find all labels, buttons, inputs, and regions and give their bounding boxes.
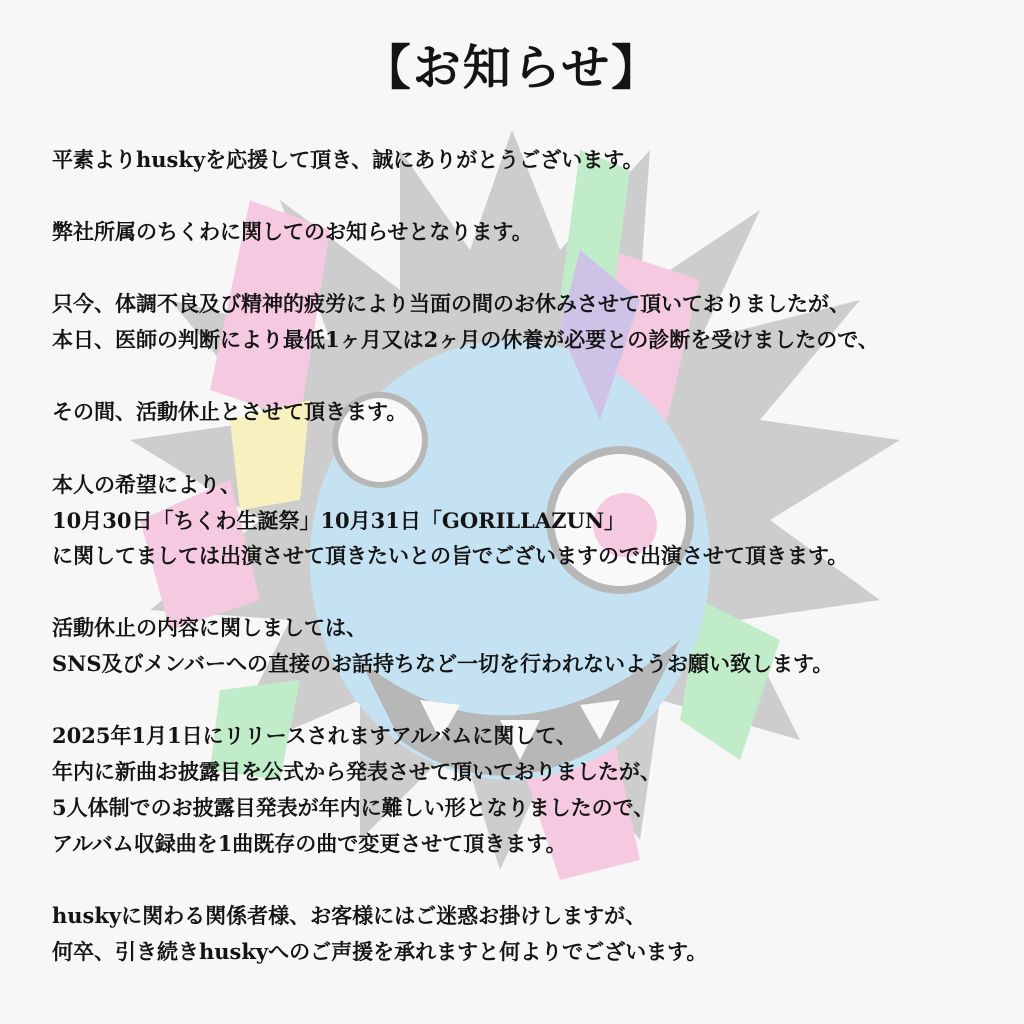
- notice-line-5: その間、活動休止とさせて頂きます。: [52, 399, 408, 424]
- notice-line-7: 10月30日「ちくわ生誕祭」10月31日「GORILLAZUN」: [52, 508, 626, 533]
- notice-line-9: 活動休止の内容に関しましては、: [52, 615, 367, 640]
- notice-line-1: 平素よりhuskyを応援して頂き、誠にありがとうございます。: [52, 147, 644, 172]
- notice-line-6: 本人の希望により、: [52, 472, 241, 497]
- notice-line-16: 何卒、引き続きhuskyへのご声援を承れますと何よりでございます。: [52, 939, 708, 964]
- notice-line-2: 弊社所属のちくわに関してのお知らせとなります。: [52, 219, 533, 244]
- notice-line-15: huskyに関わる関係者様、お客様にはご迷惑お掛けしますが、: [52, 903, 647, 928]
- notice-line-8: に関してましては出演させて頂きたいとの旨でございますので出演させて頂きます。: [52, 543, 849, 568]
- notice-line-12: 年内に新曲お披露目を公式から発表させて頂いておりましたが、: [52, 759, 661, 784]
- notice-line-3: 只今、体調不良及び精神的疲労により当面の間のお休みさせて頂いておりましたが、: [52, 291, 850, 316]
- notice-line-13: 5人体制でのお披露目発表が年内に難しい形となりましたので、: [52, 795, 655, 820]
- notice-line-10: SNS及びメンバーへの直接のお話持ちなど一切を行われないようお願い致します。: [52, 651, 834, 676]
- notice-line-14: アルバム収録曲を1曲既存の曲で変更させて頂きます。: [52, 831, 567, 856]
- page-title: 【お知らせ】: [362, 40, 662, 96]
- notice-line-11: 2025年1月1日にリリースされますアルバムに関して、: [52, 723, 577, 748]
- notice-line-4: 本日、医師の判断により最低1ヶ月又は2ヶ月の休養が必要との診断を受けましたので、: [52, 327, 879, 352]
